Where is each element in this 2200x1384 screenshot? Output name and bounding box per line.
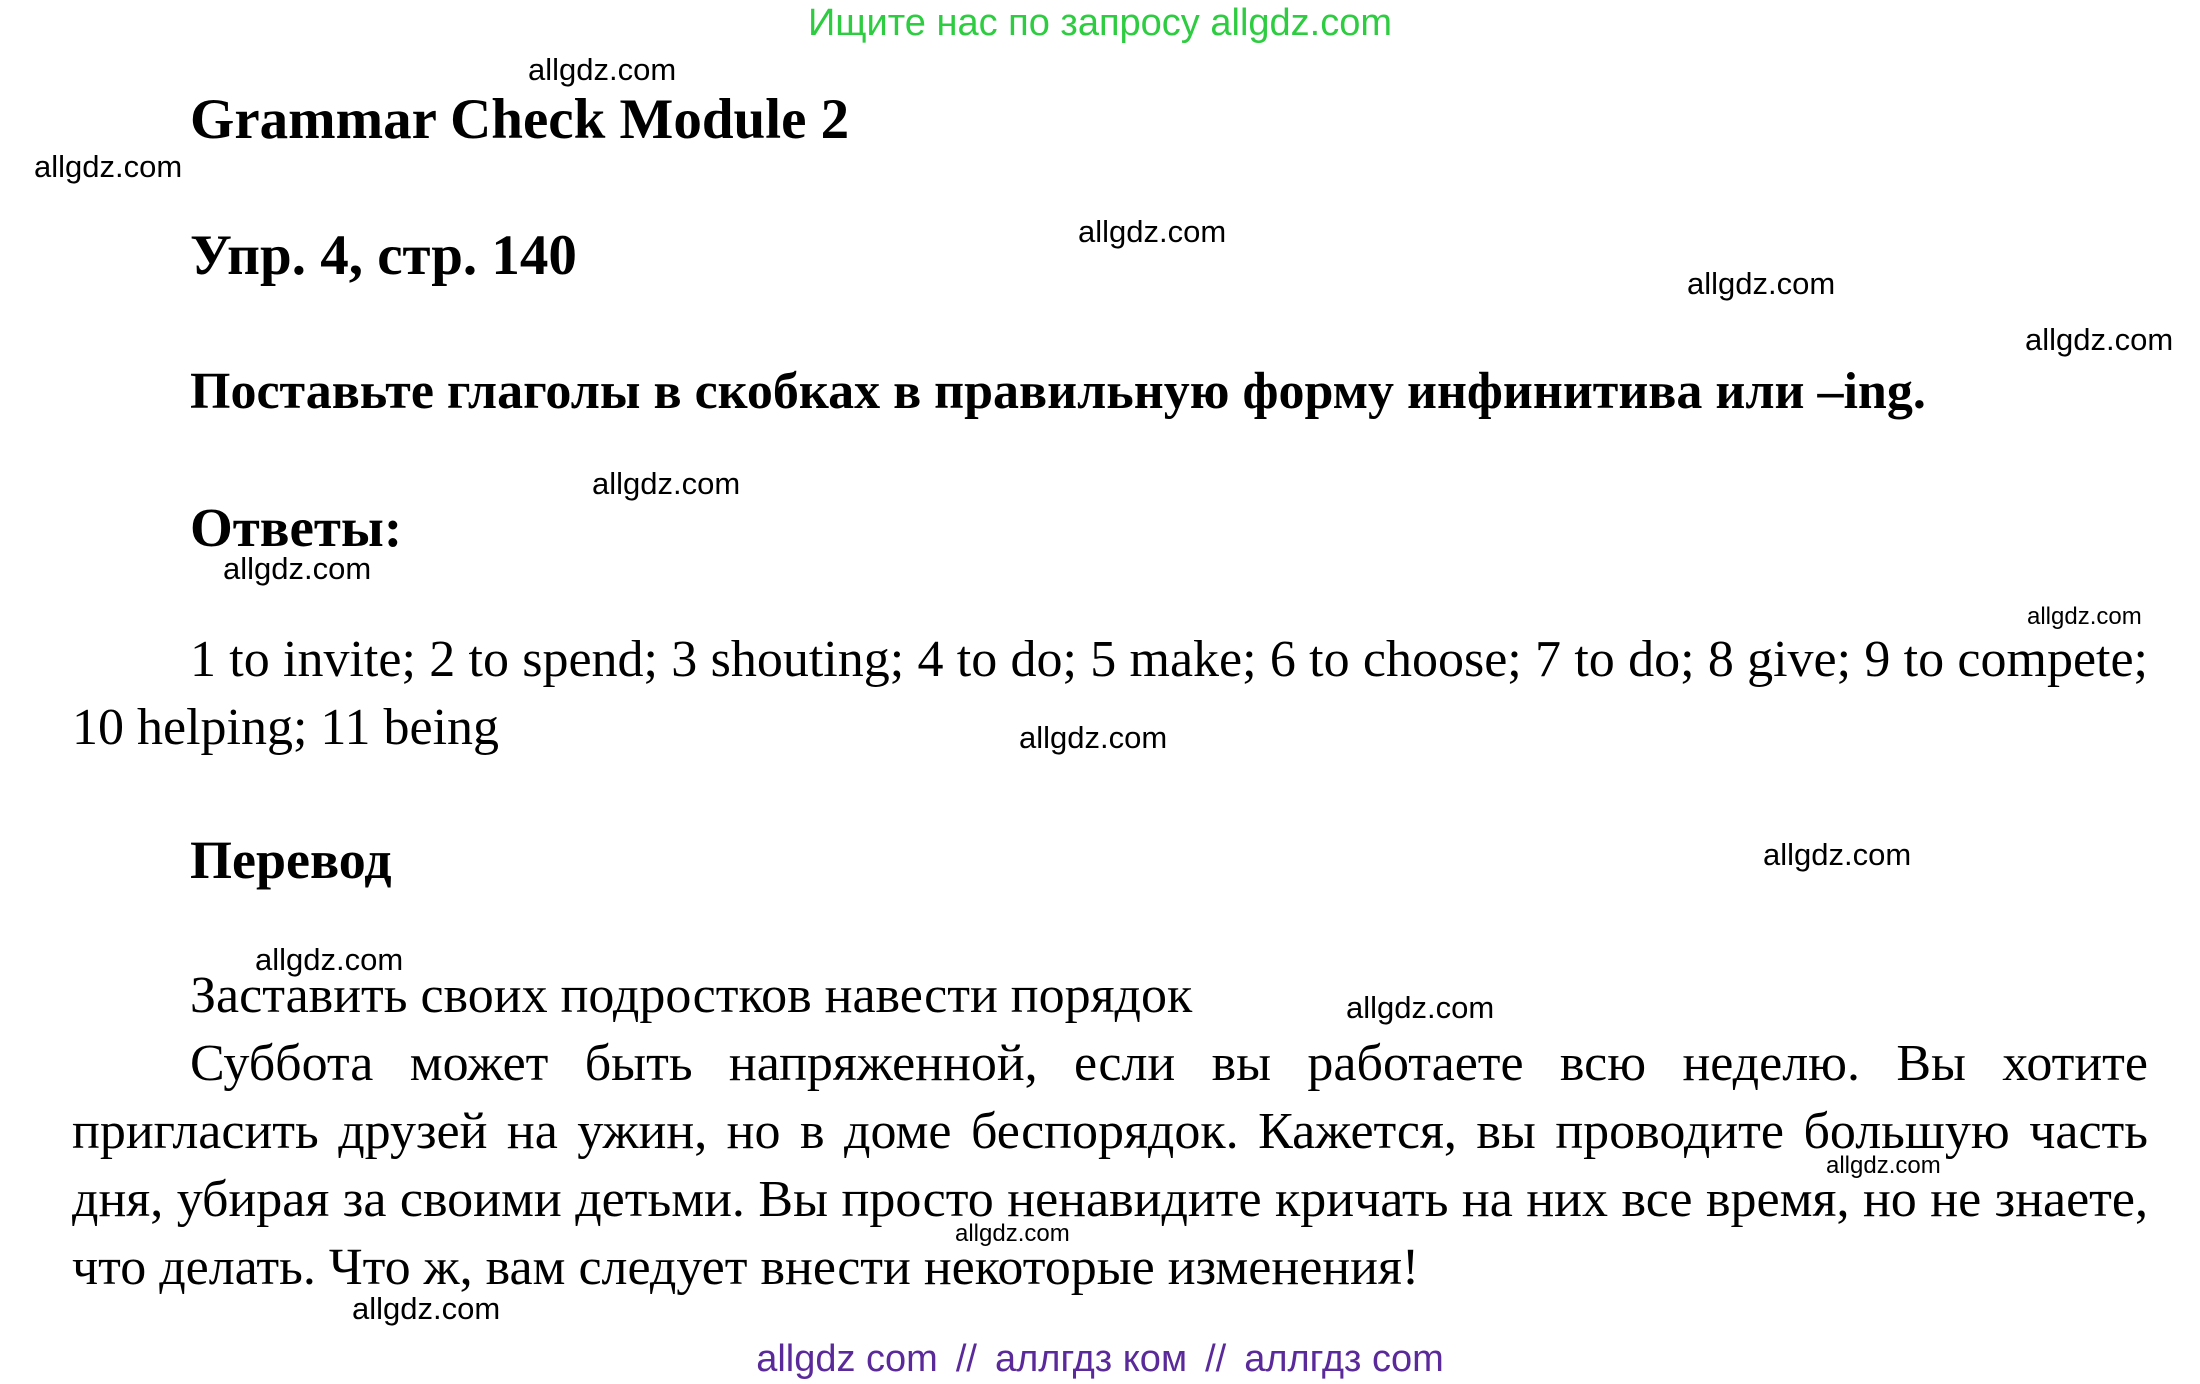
footer-link-allgdz-kom[interactable]: аллгдз ком [994, 1338, 1188, 1380]
watermark: allgdz.com [255, 942, 404, 977]
watermark: allgdz.com [592, 466, 741, 501]
footer-separator: // [1205, 1338, 1227, 1380]
watermark: allgdz.com [955, 1220, 1070, 1247]
search-banner [0, 0, 2200, 46]
search-banner-text: Ищите нас по запросу allgdz.com [807, 2, 1392, 44]
footer-link-allgdz-com[interactable]: аллгдз com [1244, 1338, 1444, 1380]
task-instruction: Поставьте глаголы в скобках в правильную форму инфинитива или –ing. [190, 363, 1926, 420]
watermark: allgdz.com [1687, 266, 1836, 301]
watermark: allgdz.com [2027, 603, 2142, 630]
text-title: Заставить своих подростков навести порядок [190, 967, 1193, 1024]
text-body: Суббота может быть напряженной, если вы работаете всю неделю. Вы хотите пригласить друзей на ужин, но в доме беспорядок. Кажется, вы проводите большую часть дня, убирая за своими детьми. Вы просто ненавидите кричать на них все время, но не знаете, что делать. Что ж, вам следует внести некоторые изменения! [72, 1035, 2148, 1296]
watermark: allgdz.com [528, 52, 677, 87]
watermark: allgdz.com [223, 551, 372, 586]
translation-heading: Перевод [190, 830, 392, 890]
answers-heading: Ответы: [190, 497, 403, 558]
watermark: allgdz.com [2025, 322, 2174, 357]
footer-links [0, 1336, 2200, 1382]
exercise-reference: Упр. 4, стр. 140 [190, 224, 577, 287]
watermark: allgdz.com [352, 1291, 501, 1326]
footer-link-allgdz[interactable]: allgdz com [756, 1338, 938, 1380]
watermark: allgdz.com [1763, 837, 1912, 872]
footer-separator: // [955, 1338, 977, 1380]
watermark: allgdz.com [1019, 720, 1168, 755]
watermark: allgdz.com [1078, 214, 1227, 249]
watermark: allgdz.com [1346, 990, 1495, 1025]
answers-text: 1 to invite; 2 to spend; 3 shouting; 4 to do; 5 make; 6 to choose; 7 to do; 8 give; 9 to compete; 10 helping; 11 being [72, 631, 2148, 756]
module-title: Grammar Check Module 2 [190, 88, 850, 151]
watermark: allgdz.com [1826, 1152, 1941, 1179]
watermark: allgdz.com [34, 149, 183, 184]
